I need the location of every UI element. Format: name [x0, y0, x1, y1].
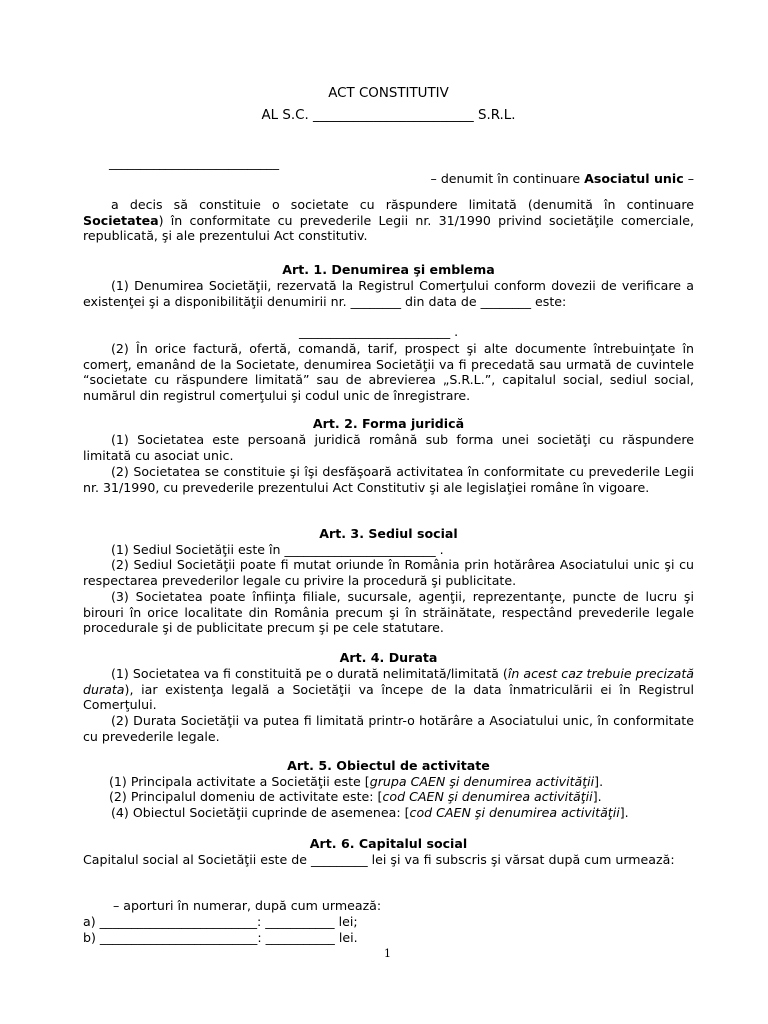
page-number: 1 [384, 947, 391, 960]
art6-contributions-intro: – aporturi în numerar, după cum urmează: [113, 898, 382, 913]
art5-line3: (4) Obiectul Societăţii cuprinde de asemenea: [cod CAEN şi denumirea activităţii]. [111, 805, 629, 820]
company-name-line: AL S.C. ________________________ S.R.L. [261, 108, 516, 123]
art5-heading: Art. 5. Obiectul de activitate [287, 758, 490, 773]
art5-line2: (2) Principalul domeniu de activitate este: [cod CAEN şi denumirea activităţii]. [109, 789, 602, 804]
art1-heading: Art. 1. Denumirea şi emblema [282, 262, 495, 277]
art2-p2: (2) Societatea se constituie şi îşi desfăşoară activitatea în conformitate cu prevederile Legii nr. 31/1990, cu prevederile prezentului Act Constitutiv şi ale legislaţiei române în vigoare. [83, 464, 694, 495]
art4-p1: (1) Societatea va fi constituită pe o durată nelimitată/limitată (în acest caz trebuie precizată durata), iar existenţa legală a Societăţii va începe de la data înmatriculării ei în Registrul Comerţului. [83, 666, 695, 713]
document-title: ACT CONSTITUTIV [328, 86, 449, 101]
associate-name-blank: ___________________________ [109, 155, 280, 170]
art2-p1: (1) Societatea este persoană juridică română sub forma unei societăţi cu răspundere limitată cu asociat unic. [83, 432, 694, 463]
art1-blank-line: ________________________ . [299, 324, 459, 339]
art5-line1: (1) Principala activitate a Societăţii este [grupa CAEN şi denumirea activităţii]. [109, 774, 604, 789]
art1-p1: (1) Denumirea Societăţii, rezervată la Registrul Comerţului conform dovezii de verificare a existenţei şi a disponibilităţii denumirii nr. ________ din data de ________ este: [83, 278, 694, 309]
art3-heading: Art. 3. Sediul social [319, 526, 458, 541]
art6-item-a: a) _________________________: ___________ lei; [83, 914, 358, 929]
art3-p2: (2) Sediul Societăţii poate fi mutat oriunde în România prin hotărârea Asociatului unic şi cu respectarea prevederilor legale cu privire la procedură şi publicitate. [83, 557, 694, 588]
art6-p1: Capitalul social al Societăţii este de _________ lei şi va fi subscris şi vărsat după cum urmează: [83, 852, 675, 867]
decision-paragraph: a decis să constituie o societate cu răspundere limitată (denumită în continuare Societatea) în conformitate cu prevederile Legii nr. 31/1990 privind societăţile comerciale, republicată, şi ale prezentului Act constitutiv. [83, 197, 694, 244]
art2-heading: Art. 2. Forma juridică [312, 416, 465, 431]
art3-p1: (1) Sediul Societăţii este în ________________________ . [111, 542, 444, 557]
art4-p2: (2) Durata Societăţii va putea fi limitată printr-o hotărâre a Asociatului unic, în conformitate cu prevederile legale. [83, 713, 694, 744]
art6-item-b: b) _________________________: ___________ lei. [83, 930, 358, 945]
art6-heading: Art. 6. Capitalul social [309, 836, 468, 851]
art4-heading: Art. 4. Durata [339, 650, 438, 665]
art1-p2: (2) În orice factură, ofertă, comandă, tarif, prospect şi alte documente întrebuinţate în comerţ, emanând de la Societate, denumirea Societăţii va fi precedată sau urmată de cuvintele “societate cu răspundere limitată” sau de abrevierea „S.R.L.”, capitalul social, sediul social, numărul din registrul comerţului şi codul unic de înregistrare. [83, 341, 694, 403]
art3-p3: (3) Societatea poate înfiinţa filiale, sucursale, agenţii, reprezentanţe, puncte de lucru şi birouri în orice localitate din România precum şi în străinătate, respectând prevederile legale procedurale şi de publicitate precum şi pe cele statutare. [83, 589, 694, 636]
associate-designation: – denumit în continuare Asociatul unic – [430, 171, 694, 186]
